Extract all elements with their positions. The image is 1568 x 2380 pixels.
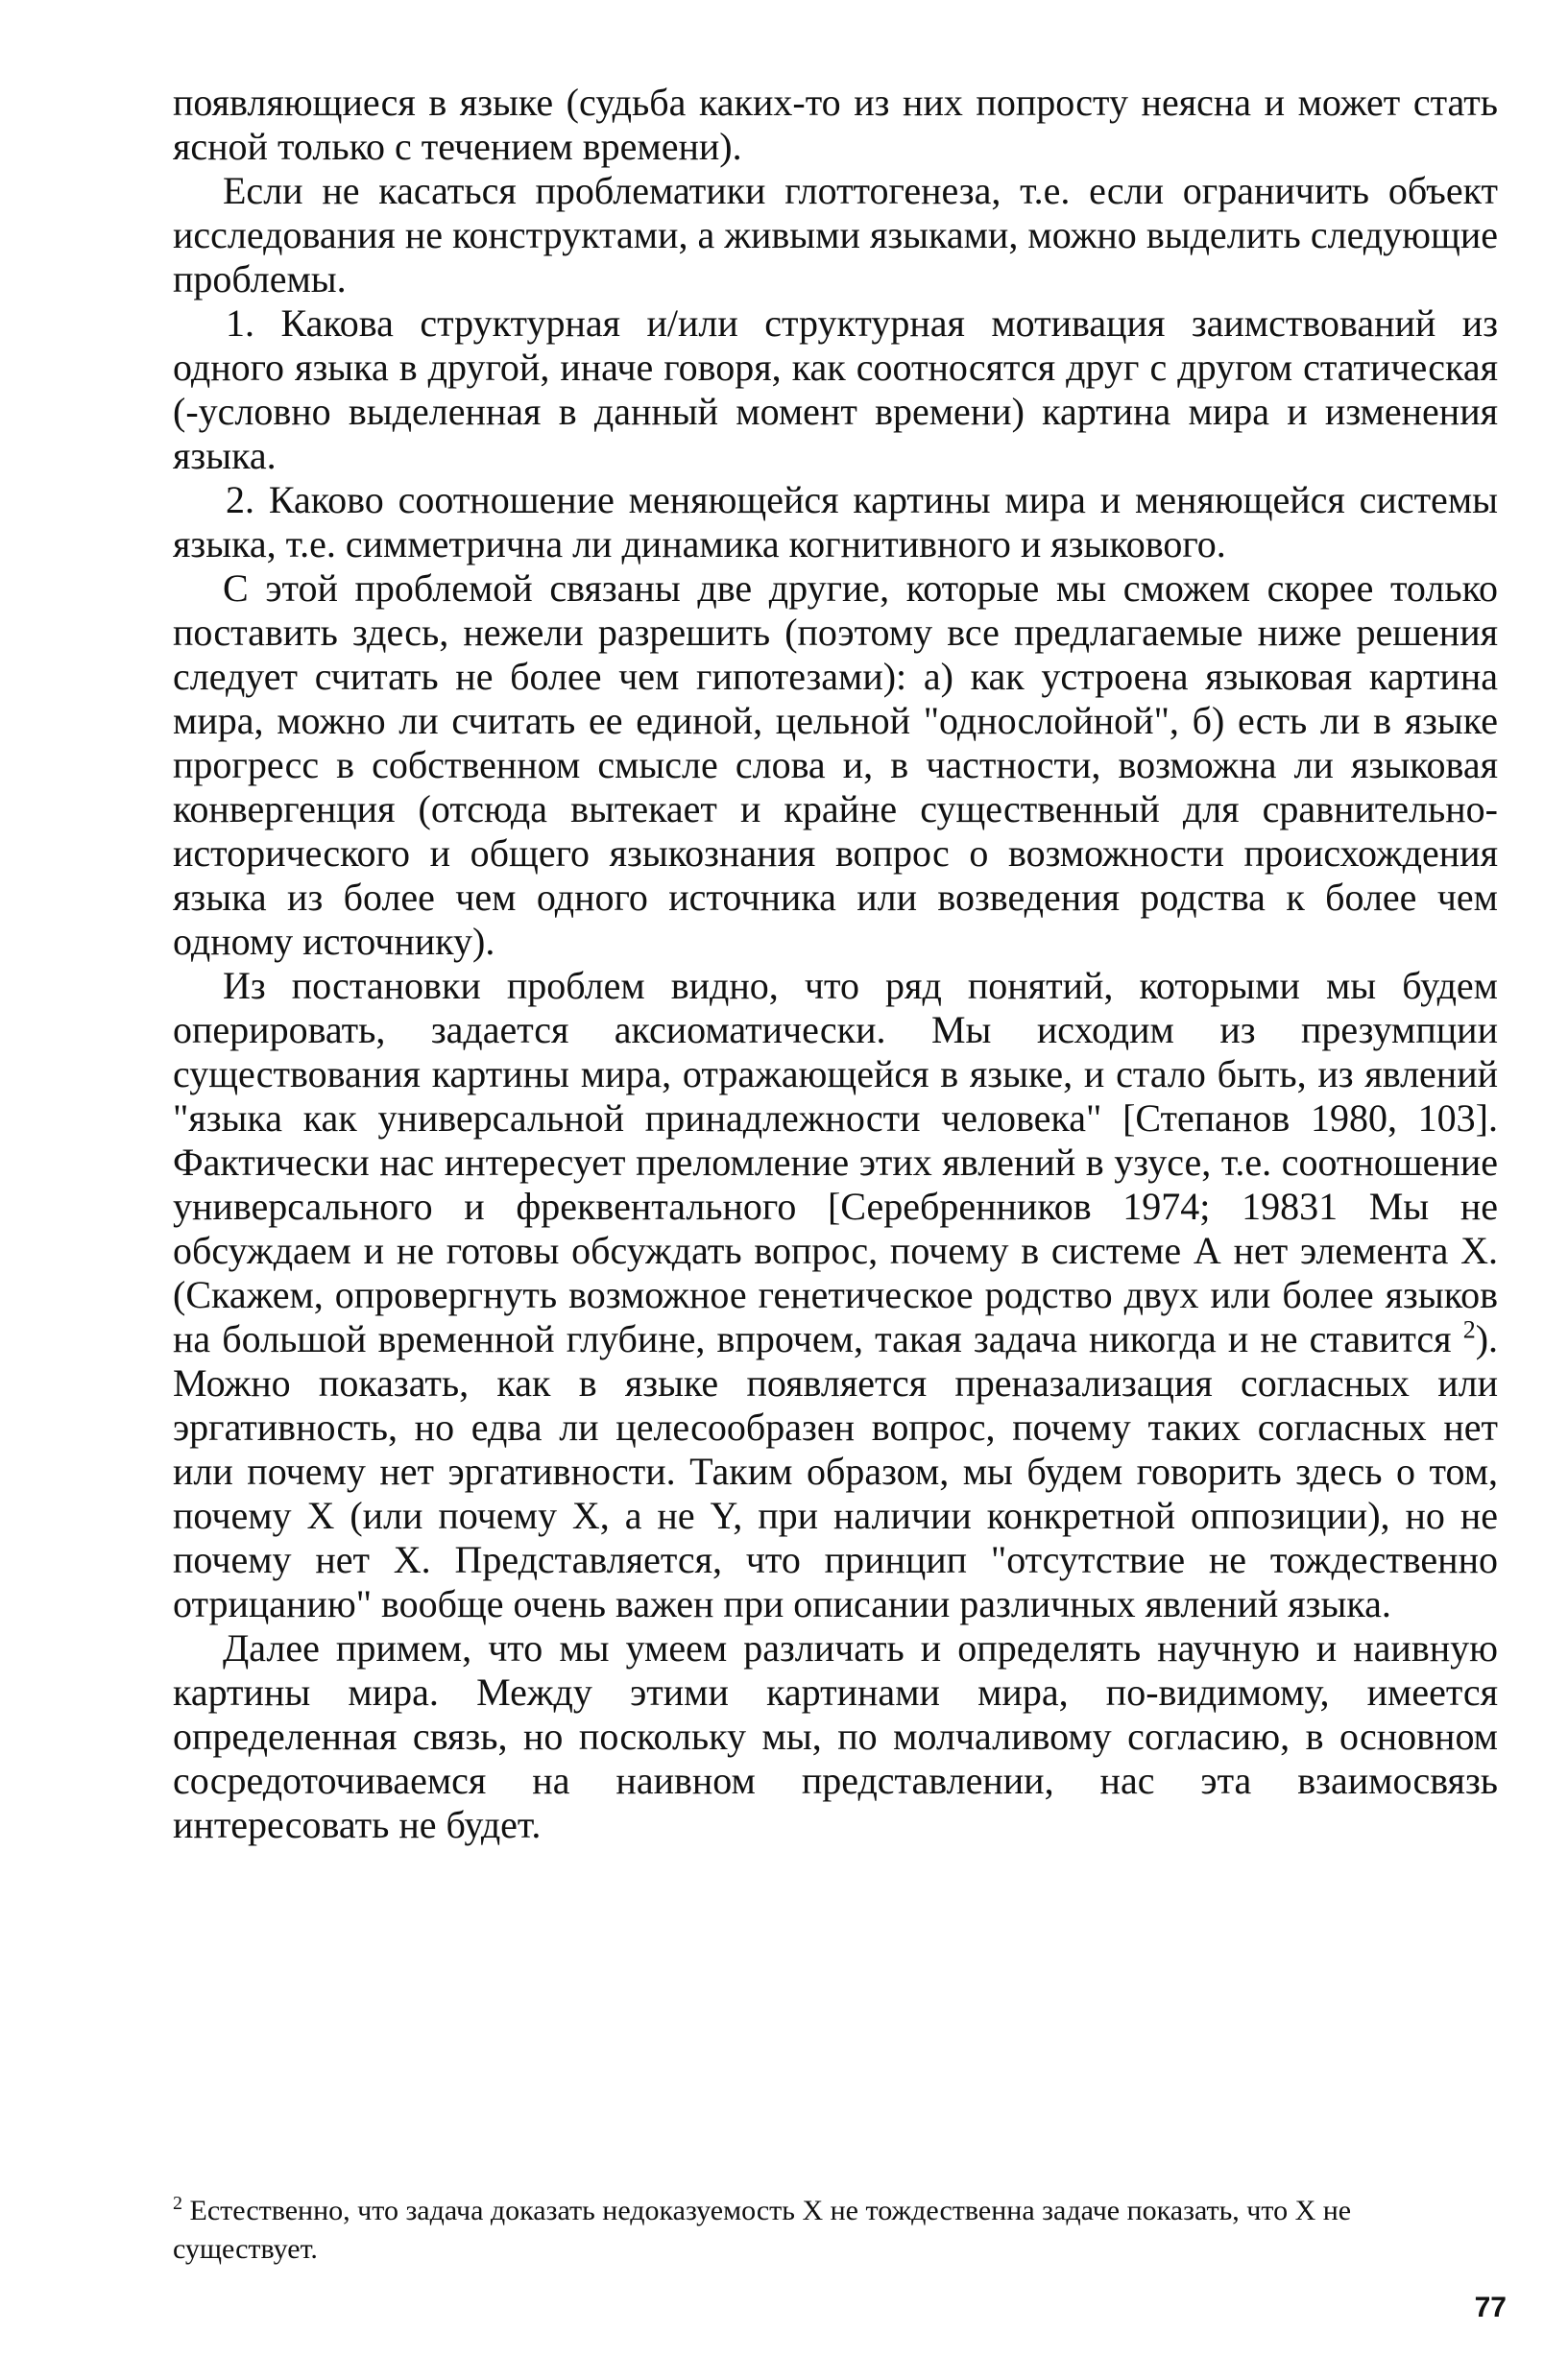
footnote-text: Естественно, что задача доказать недоказуемость X не тождественна задаче показать, что X не существует.	[173, 2195, 1352, 2265]
paragraph-problem-1: 1. Какова структурная и/или структурная мотивация заимствований из одного языка в другой, иначе говоря, как соотносятся друг с другом статическая (-условно выделенная в данный момент времени) картина мира и изменения языка.	[173, 301, 1498, 477]
footnote-reference[interactable]: 2	[1462, 1315, 1476, 1344]
paragraph-problem-2: 2. Каково соотношение меняющейся картины мира и меняющейся системы языка, т.е. симметрична ли динамика когнитивного и языкового.	[173, 478, 1498, 565]
paragraph-axioms-text: Из постановки проблем видно, что ряд понятий, которыми мы будем оперировать, задается аксиоматически. Мы исходим из презумпции существования картины мира, отражающейся в языке, и стало быть, из явлений "языка как универсальной принадлежности человека" [Степанов 1980, 103]. Фактически нас интересует преломление этих явлений в узусе, т.е. соотношение универсального и фреквентального [Серебренников 1974; 19831 Мы не обсуждаем и не готовы обсуждать вопрос, почему в системе А нет элемента X. (Скажем, опровергнуть возможное генетическое родство двух или более языков на большой временной глубине, впрочем, такая задача никогда и не ставится	[173, 964, 1498, 1360]
paragraph-axioms-continuation: ). Можно показать, как в языке появляется преназализация согласных или эргативность, но едва ли целесообразен вопрос, почему таких согласных нет или почему нет эргативности. Таким образом, мы будем говорить здесь о том, почему X (или почему X, а не Y, при наличии конкретной оппозиции), но не почему нет X. Представляется, что принцип "отсутствие не тождественно отрицанию" вообще очень важен при описании различных явлений языка.	[173, 1317, 1499, 1625]
paragraph-related-problems: С этой проблемой связаны две другие, которые мы сможем скорее только поставить здесь, нежели разрешить (поэтому все предлагаемые ниже решения следует считать не более чем гипотезами): а) как устроена языковая картина мира, можно ли считать ее единой, цельной "однослойной", б) есть ли в языке прогресс в собственном смысле слова и, в частности, возможна ли языковая конвергенция (отсюда вытекает и крайне существенный для сравнительно-исторического и общего языкознания вопрос о возможности происхождения языка из более чем одного источника или возведения родства к более чем одному источнику).	[173, 566, 1498, 963]
paragraph-problems-intro: Если не касаться проблематики глоттогенеза, т.е. если ограничить объект исследования не конструктами, а живыми языками, можно выделить следующие проблемы.	[173, 169, 1498, 301]
paragraph-axioms	[173, 964, 1498, 1626]
footnote	[173, 2192, 1440, 2269]
paragraph-naive-picture: Далее примем, что мы умеем различать и определять научную и наивную картины мира. Между этими картинами мира, по-видимому, имеется определенная связь, но поскольку мы, по молчаливому согласию, в основном сосредоточиваемся на наивном представлении, нас эта взаимосвязь интересовать не будет.	[173, 1626, 1498, 1846]
footnote-marker: 2	[173, 2193, 182, 2214]
body-text	[173, 81, 1498, 1847]
page-number: 77	[1474, 2292, 1507, 2323]
paragraph-continuation: появляющиеся в языке (судьба каких-то из них попросту неясна и может стать ясной только с течением времени).	[173, 81, 1498, 168]
